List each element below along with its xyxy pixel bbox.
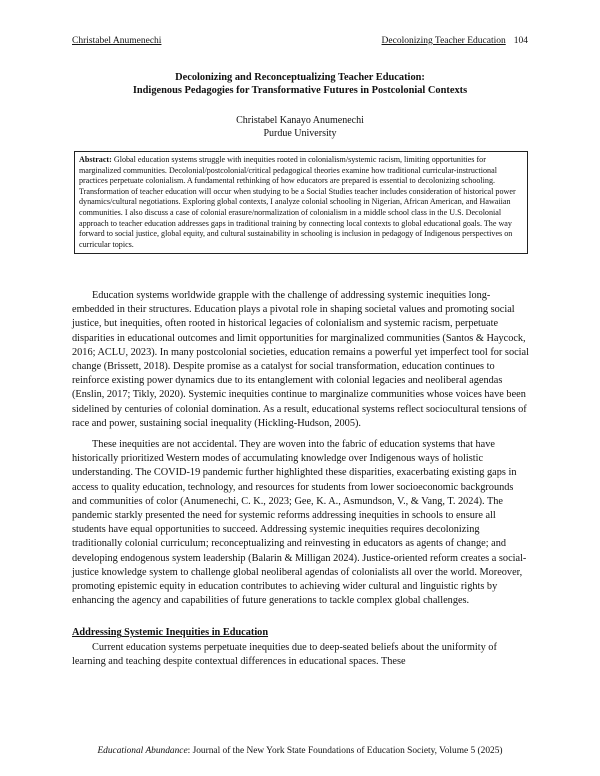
author-affiliation: Purdue University [263, 128, 337, 139]
article-body [72, 289, 530, 669]
running-head-author: Christabel Anumenechi [72, 36, 162, 46]
body-paragraph-2: These inequities are not accidental. They are woven into the fabric of education systems that have historically prioritized Western modes of accumulating knowledge over Indigenous ways of holistic understanding. The COVID-19 pandemic further highlighted these disparities, exacerbating existing gaps in access to quality education, technology, and resources for students from lower socioeconomic backgrounds and communities of color (Anumenechi, C. K., 2023; Gee, K. A., Asmundson, V., & Vang, T. 2024). The pandemic starkly presented the need for systemic reforms addressing inequities in schools to ensure all students have equal opportunities to succeed. Addressing systemic inequities requires decolonizing traditionally colonial curriculum; reconceptualizing and reinvesting in educators as agents of change; and developing endogenous system leadership (Balarin & Milligan 2024). Justice-oriented reform creates a social-justice knowledge system to challenge global neoliberal agendas of colonialists all over the world. Moreover, promoting epistemic equity in education contributes to achieving wider cultural and linguistic rights by enhancing the agency and capabilities of future generations to tackle complex global challenges. [72, 439, 527, 607]
article-title-line2: Indigenous Pedagogies for Transformative Futures in Postcolonial Contexts [132, 85, 468, 96]
body-paragraph-1: Education systems worldwide grapple with the challenge of addressing systemic inequities long-embedded in their structures. Education plays a pivotal role in shaping societal values and promoting social justice, but inequities, often rooted in historical legacies of colonialism and systemic racism, perpetuate disparities in educational outcomes and limit opportunities for marginalized communities (Santos & Haycock, 2016; ACLU, 2023). In many postcolonial societies, education remains a powerful yet imperfect tool for social change (Brissett, 2018). Despite promise as a catalyst for social transformation, education continues to reinforce existing power dynamics due to its entanglement with colonial legacies and neoliberal agendas (Enslin, 2017; Tikly, 2020). Systemic inequities continue to marginalize communities whose voices have been sidelined by centuries of colonial domination. As a result, educational systems reflect sociocultural tensions of race and power, sustaining social inequality (Hickling-Hudson, 2005). [72, 290, 529, 429]
abstract-box [74, 151, 528, 254]
page-number: 104 [513, 36, 528, 46]
page-footer [72, 746, 528, 756]
running-head-journal: Decolonizing Teacher Education [381, 36, 506, 46]
footer-journal-details: : Journal of the New York State Foundations of Education Society, Volume 5 (2025) [187, 746, 503, 756]
byline [72, 114, 528, 140]
running-head [72, 36, 528, 46]
body-paragraph-3: Current education systems perpetuate inequities due to deep-seated beliefs about the uniformity of learning and teaching despite contextual differences in educational spaces. These [72, 641, 497, 667]
abstract-text: Global education systems struggle with inequities rooted in colonialism/systemic racism, limiting opportunities for marginalized communities. Decolonial/postcolonial/critical pedagogical theories examine how traditional curricular-instructional practices perpetuate colonialism. A fundamental rethinking of how educators are prepared is essential to decolonizing schooling. Transformation of teacher education will occur when studying to be a Social Studies teacher includes consideration of historical power dynamics/cultural negotiations. Exploring global contexts, I analyze colonial schooling in Nigerian, African American, and Hawaiian communities. I also discuss a case of colonial erasure/normalization of colonialism in a middle school class in the U.S. Decolonial approach to teacher education addresses gaps in traditional training by connecting local contexts to global educational goals. The way forward to social justice, global equity, and cultural sustainability in schooling is inclusion in pedagogy of Indigenous perspectives on curricular topics. [79, 155, 516, 249]
abstract-label: Abstract: [79, 155, 112, 164]
author-name: Christabel Kanayo Anumenechi [236, 115, 364, 126]
section-heading: Addressing Systemic Inequities in Education [72, 627, 269, 639]
footer-journal-name: Educational Abundance [97, 746, 188, 756]
article-title-line1: Decolonizing and Reconceptualizing Teacher Education: [175, 72, 425, 83]
article-title [72, 71, 528, 97]
running-head-right [382, 36, 528, 46]
